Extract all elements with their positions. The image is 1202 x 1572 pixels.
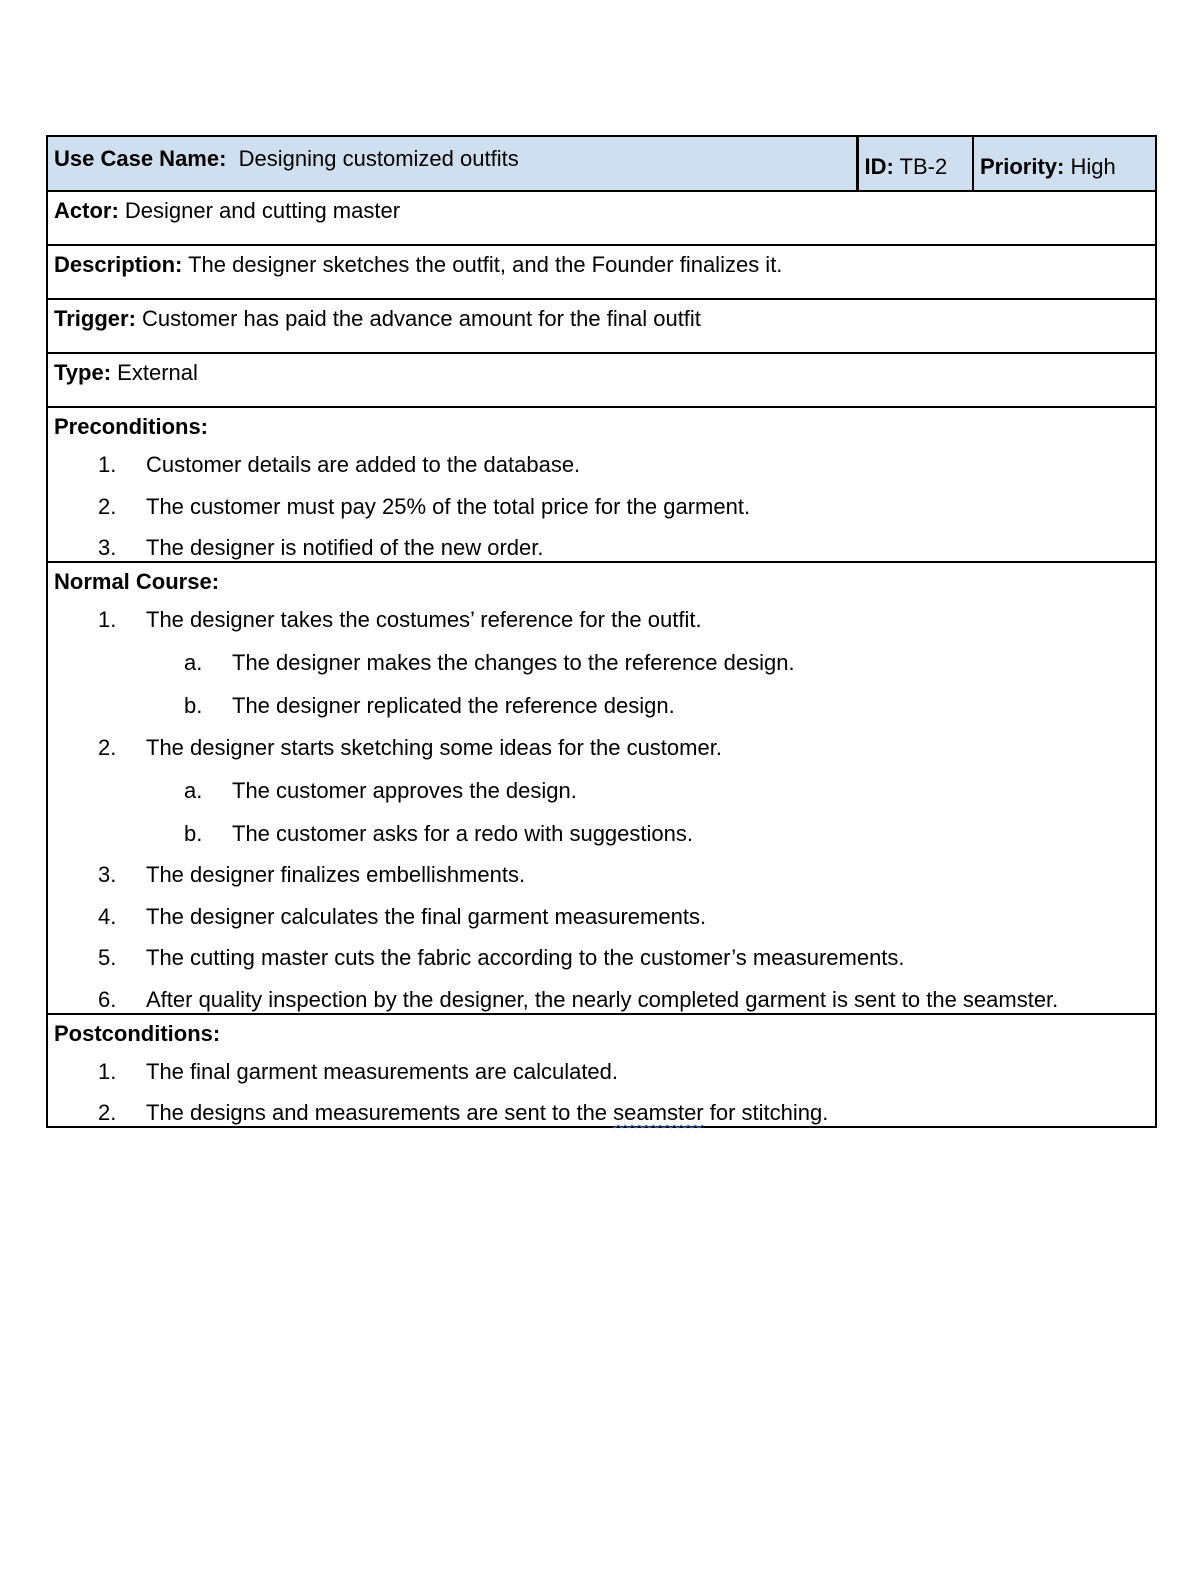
postconditions-label: Postconditions:: [54, 1020, 221, 1046]
use-case-name-cell: [47, 136, 857, 191]
trigger-value: Customer has paid the advance amount for the final outfit: [142, 306, 701, 331]
type-value: External: [117, 360, 198, 385]
list-number: 2.: [98, 493, 117, 519]
description-cell: [47, 245, 1156, 299]
list-item: [54, 494, 1149, 520]
id-value: TB-2: [899, 154, 948, 179]
sub-list-item: [54, 778, 1149, 804]
list-item: [54, 452, 1149, 478]
list-item: [54, 607, 1149, 719]
list-text: The customer approves the design.: [232, 777, 577, 803]
description-label: Description:: [54, 252, 183, 277]
actor-row: [47, 191, 1156, 245]
normal-course-label: Normal Course:: [54, 569, 220, 594]
use-case-name-value: Designing customized outfits: [238, 146, 519, 171]
trigger-row: [47, 299, 1156, 353]
list-number: 1.: [98, 607, 117, 632]
actor-cell: [47, 191, 1156, 245]
sub-list: [146, 650, 1149, 719]
trigger-cell: [47, 299, 1156, 353]
list-text: The designer is notified of the new order.: [146, 535, 544, 560]
list-letter: b.: [184, 820, 203, 846]
preconditions-list: [54, 452, 1149, 561]
postconditions-list: [54, 1059, 1149, 1127]
list-text: Customer details are added to the database.: [146, 452, 581, 477]
postconditions-row: [47, 1014, 1156, 1128]
normal-course-cell: [47, 562, 1156, 1014]
id-label: ID:: [864, 154, 894, 179]
list-text: The designer replicated the reference design.: [232, 693, 675, 718]
list-number: 4.: [98, 903, 117, 929]
list-item: [54, 1059, 1149, 1085]
list-number: 1.: [98, 452, 117, 477]
list-number: 2.: [98, 1100, 117, 1125]
list-text: The designs and measurements are sent to the: [146, 1100, 614, 1125]
list-text: The final garment measurements are calculated.: [146, 1058, 619, 1084]
list-letter: a.: [184, 777, 203, 803]
priority-cell: [973, 136, 1156, 191]
sub-list: [146, 778, 1149, 847]
trigger-label: Trigger:: [54, 306, 136, 331]
type-cell: [47, 353, 1156, 407]
list-letter: b.: [184, 693, 203, 718]
list-text: The customer asks for a redo with suggestions.: [232, 820, 693, 846]
list-text: The customer must pay 25% of the total price for the garment.: [146, 493, 751, 519]
actor-value: Designer and cutting master: [124, 198, 401, 223]
sub-list-item: [54, 821, 1149, 847]
normal-course-row: [47, 562, 1156, 1014]
list-number: 5.: [98, 945, 117, 970]
list-text: The cutting master cuts the fabric according to the customer’s measurements.: [146, 945, 905, 970]
list-item: [54, 987, 1149, 1013]
type-label: Type:: [54, 360, 112, 385]
sub-list-item: [54, 693, 1149, 719]
list-text: The designer calculates the final garment measurements.: [146, 903, 707, 929]
actor-label: Actor:: [54, 198, 119, 223]
type-row: [47, 353, 1156, 407]
list-text: The designer takes the costumes’ reference for the outfit.: [146, 607, 702, 632]
use-case-table: [46, 135, 1157, 1128]
description-row: [47, 245, 1156, 299]
list-number: 6.: [98, 986, 117, 1012]
normal-course-list: [54, 607, 1149, 1013]
preconditions-label: Preconditions:: [54, 414, 209, 439]
list-letter: a.: [184, 650, 203, 675]
priority-value: High: [1070, 154, 1116, 179]
postconditions-cell: [47, 1014, 1156, 1128]
priority-label: Priority:: [980, 154, 1065, 179]
spellcheck-flagged-word[interactable]: seamster: [613, 1100, 704, 1125]
list-item: [54, 1100, 1149, 1126]
use-case-name-label: Use Case Name:: [54, 146, 227, 171]
list-number: 1.: [98, 1058, 117, 1084]
preconditions-cell: [47, 407, 1156, 562]
list-text: The designer starts sketching some ideas for the customer.: [146, 734, 722, 760]
list-text: for stitching.: [703, 1100, 829, 1125]
list-item: [54, 945, 1149, 971]
preconditions-row: [47, 407, 1156, 562]
list-text: The designer finalizes embellishments.: [146, 862, 526, 887]
id-cell: [857, 136, 973, 191]
list-number: 2.: [98, 734, 117, 760]
list-text: The designer makes the changes to the reference design.: [232, 650, 795, 675]
list-text: After quality inspection by the designer, the nearly completed garment is sent to the seamster.: [146, 986, 1059, 1012]
list-number: 3.: [98, 535, 117, 560]
list-item: [54, 904, 1149, 930]
header-row: [47, 136, 1156, 191]
list-item: [54, 862, 1149, 888]
list-item: [54, 535, 1149, 561]
description-value: The designer sketches the outfit, and the Founder finalizes it.: [188, 252, 783, 277]
list-item: [54, 735, 1149, 847]
sub-list-item: [54, 650, 1149, 676]
list-number: 3.: [98, 862, 117, 887]
